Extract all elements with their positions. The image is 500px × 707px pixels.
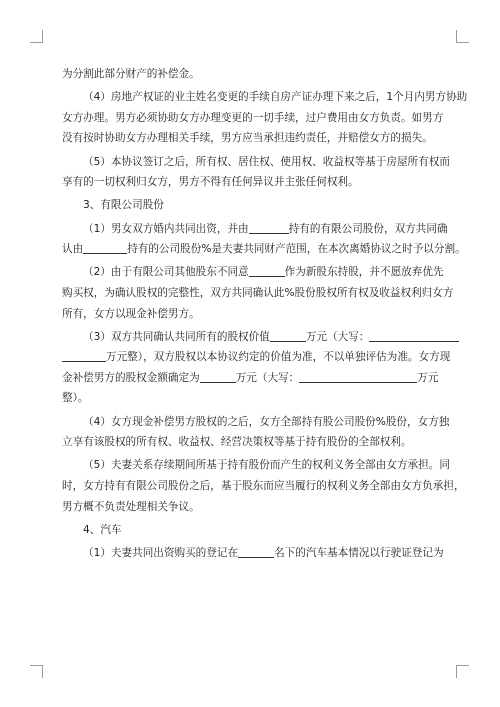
paragraph-compensation-end bbox=[62, 64, 446, 85]
fill-in-blank[interactable] bbox=[238, 545, 274, 558]
text-line: （4）房地产权证的业主姓名变更的手续自房产证办理下来之后，1个月内男方协助 bbox=[83, 91, 468, 104]
text-segment: 万元（大写： bbox=[235, 371, 300, 384]
paragraph-rights-obligations bbox=[62, 455, 465, 517]
text-line: 时，女方持有有限公司股份之后，基于股东而应当履行的权利义务全部由女方负承担， bbox=[62, 480, 465, 493]
section-heading-car bbox=[62, 520, 446, 541]
text-line: （4）女方现金补偿男方股权的之后，女方全部持有股公司股份%股份，女方独 bbox=[83, 415, 450, 428]
text-segment: 万元整），双方股权以本协议约定的价值为准，不以单独评估为准。女方现 bbox=[106, 351, 451, 364]
text-line: 为分割此部分财产的补偿金。 bbox=[62, 68, 200, 80]
text-line: 整）。 bbox=[62, 392, 89, 405]
paragraph-car-registration bbox=[62, 543, 446, 564]
text-line bbox=[62, 347, 451, 368]
text-line bbox=[62, 327, 446, 348]
text-line: 立享有该股权的所有权、收益权、经营决策权等基于持有股份的全部权利。 bbox=[62, 436, 412, 449]
text-segment: 作为新股东持股，并不愿放弃优先 bbox=[284, 266, 444, 279]
text-line: 购买权，为确认股权的完整性，双方共同确认此%股份股权所有权及收益权利归女方 bbox=[62, 286, 454, 299]
text-line bbox=[62, 368, 446, 389]
paragraph-share-valuation bbox=[62, 327, 451, 409]
text-segment: （1）男女双方婚内共同出资，并由 bbox=[83, 222, 249, 235]
crop-mark-top-right bbox=[456, 30, 469, 43]
text-segment: 万元（大写： bbox=[305, 330, 370, 343]
crop-mark-bottom-right bbox=[456, 665, 469, 678]
paragraph-property-transfer bbox=[62, 87, 468, 149]
paragraph-property-rights bbox=[62, 152, 450, 193]
paragraph-joint-investment bbox=[62, 219, 466, 260]
text-line: （5）本协议签订之后，所有权、居住权、使用权、收益权等基于房屋所有权而 bbox=[83, 155, 450, 168]
text-line: 所有，女方以现金补偿男方。 bbox=[62, 307, 200, 320]
text-line: 女方办理。男方必须协助女方办理变更的一切手续，过户费用由女方负责。如男方 bbox=[62, 111, 444, 124]
fill-in-blank[interactable] bbox=[62, 349, 106, 362]
text-segment: 万元 bbox=[417, 371, 439, 384]
text-line bbox=[62, 543, 446, 564]
text-segment: 名下的汽车基本情况以行驶证登记为 bbox=[274, 547, 444, 559]
fill-in-blank[interactable] bbox=[369, 329, 459, 342]
fill-in-blank[interactable] bbox=[249, 221, 289, 234]
text-segment: 金补偿男方的股权金额确定为 bbox=[62, 371, 200, 384]
paragraph-shareholder-refusal bbox=[62, 262, 454, 324]
crop-mark-top-left bbox=[30, 30, 43, 43]
text-line bbox=[62, 239, 466, 260]
text-line bbox=[62, 262, 446, 283]
text-segment: 持有的有限公司股份，双方共同确 bbox=[288, 222, 448, 235]
fill-in-blank[interactable] bbox=[270, 329, 306, 342]
crop-mark-bottom-left bbox=[30, 665, 43, 678]
fill-in-blank[interactable] bbox=[249, 264, 285, 277]
document-body bbox=[62, 64, 468, 564]
text-line: （5）夫妻关系存续期间所基于持有股份而产生的权利义务全部由女方承担。同 bbox=[83, 459, 450, 472]
text-line: 男方概不负责处理相关争议。 bbox=[62, 500, 200, 513]
text-segment: （3）双方共同确认共同所有的股权价值 bbox=[83, 330, 270, 343]
text-segment: 持有的公司股份%是夫妻共同财产范围，在本次离婚协议之时予以分割。 bbox=[127, 243, 466, 256]
fill-in-blank[interactable] bbox=[83, 241, 127, 254]
text-line: 没有按时协助女方办理相关手续，男方应当承担违约责任，并赔偿女方的损失。 bbox=[62, 132, 433, 145]
text-segment: （2）由于有限公司其他股东不同意 bbox=[83, 266, 249, 279]
text-line bbox=[62, 219, 446, 240]
section-heading: 3、有限公司股份 bbox=[83, 199, 164, 212]
section-heading-company-shares bbox=[62, 195, 446, 216]
section-heading: 4、汽车 bbox=[83, 523, 122, 536]
fill-in-blank[interactable] bbox=[299, 370, 417, 383]
text-segment: 认由 bbox=[62, 243, 84, 256]
text-segment: （1）夫妻共同出资购买的登记在 bbox=[83, 547, 239, 559]
paragraph-cash-compensation bbox=[62, 412, 450, 453]
fill-in-blank[interactable] bbox=[200, 370, 236, 383]
text-line: 享有的一切权利归女方，男方不得有任何异议并主张任何权利。 bbox=[62, 176, 359, 189]
